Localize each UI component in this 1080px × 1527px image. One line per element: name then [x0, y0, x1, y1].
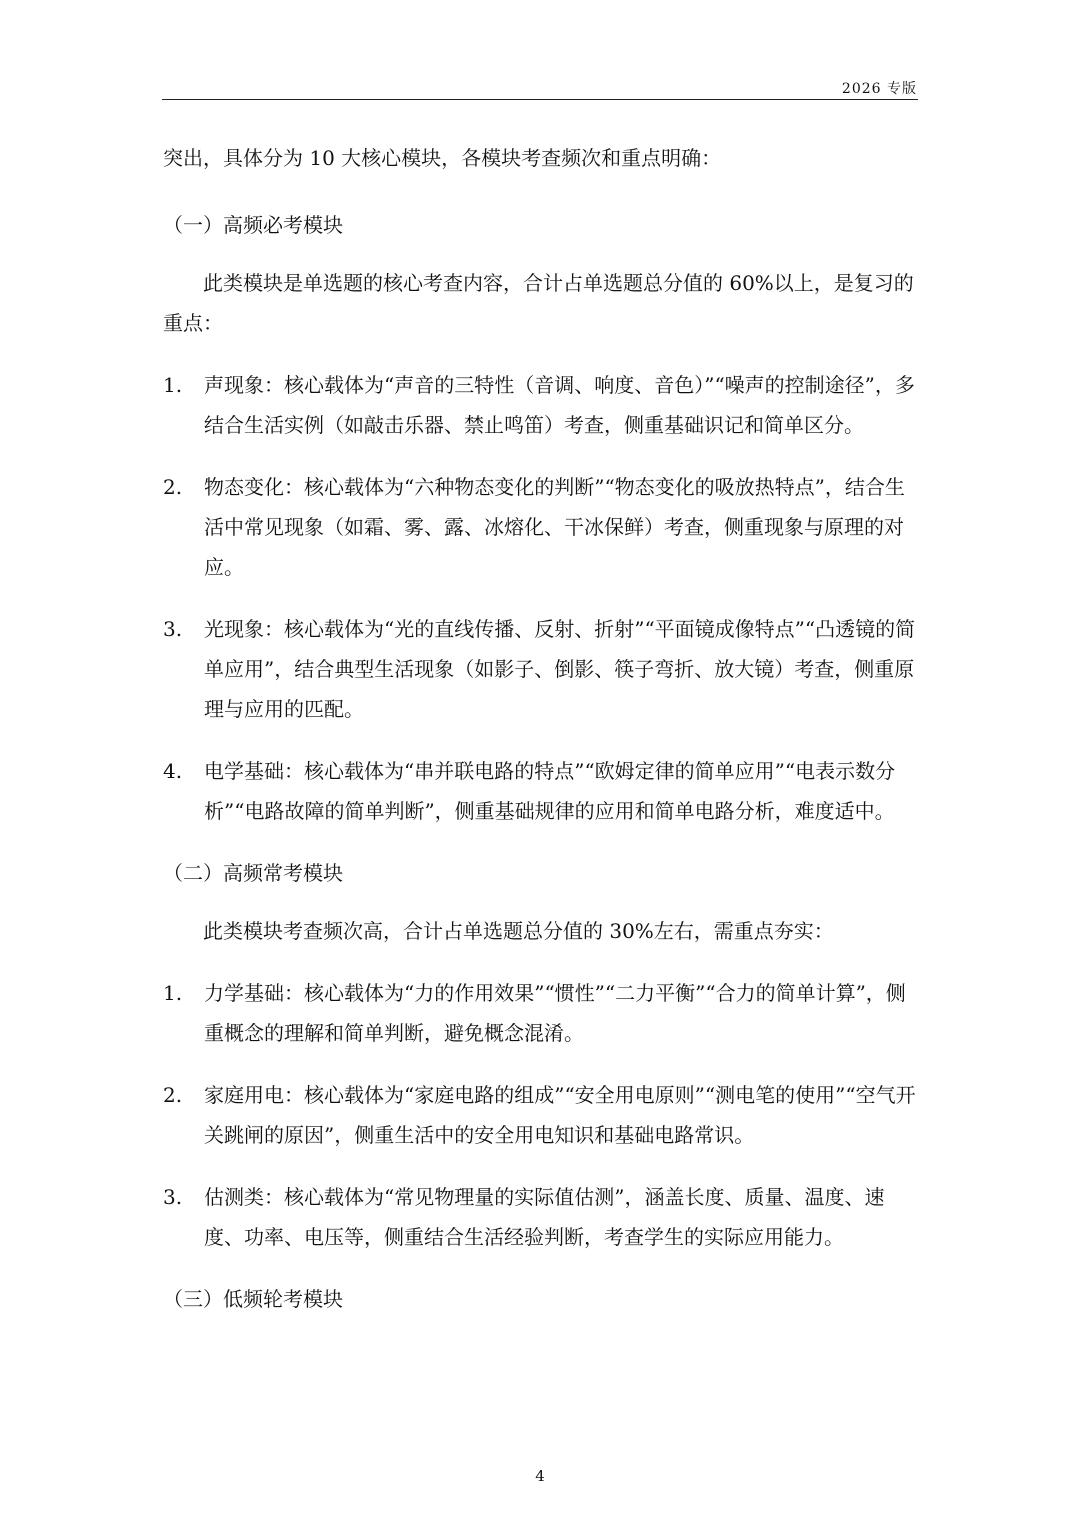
list-item: [163, 609, 919, 729]
list-number: 3.: [163, 1185, 183, 1209]
header-rule: [162, 99, 918, 100]
list-number: 1.: [163, 981, 183, 1005]
list-item: [163, 1075, 919, 1155]
section-description: 此类模块是单选题的核心考查内容，合计占单选题总分值的 60%以上，是复习的重点：: [163, 271, 914, 335]
section-heading: （三）低频轮考模块: [163, 1287, 343, 1311]
list-text: 力学基础：核心载体为“力的作用效果”“惯性”“二力平衡”“合力的简单计算”，侧重概念的理解和简单判断，避免概念混淆。: [204, 981, 906, 1045]
list-number: 3.: [163, 617, 183, 641]
list-text: 声现象：核心载体为“声音的三特性（音调、响度、音色）”“噪声的控制途径”，多结合生活实例（如敲击乐器、禁止鸣笛）考查，侧重基础识记和简单区分。: [204, 373, 915, 437]
list-item: [163, 1177, 919, 1257]
list-text: 电学基础：核心载体为“串并联电路的特点”“欧姆定律的简单应用”“电表示数分析”“电路故障的简单判断”，侧重基础规律的应用和简单电路分析，难度适中。: [204, 759, 896, 823]
list-text: 家庭用电：核心载体为“家庭电路的组成”“安全用电原则”“测电笔的使用”“空气开关跳闸的原因”，侧重生活中的安全用电知识和基础电路常识。: [204, 1083, 916, 1147]
list-item: [163, 365, 919, 445]
section-heading: （一）高频必考模块: [163, 213, 343, 237]
list-text: 光现象：核心载体为“光的直线传播、反射、折射”“平面镜成像特点”“凸透镜的简单应用”，结合典型生活现象（如影子、倒影、筷子弯折、放大镜）考查，侧重原理与应用的匹配。: [204, 617, 916, 721]
section-low-frequency-rotating: [163, 1279, 919, 1319]
list-number: 1.: [163, 373, 183, 397]
document-body: [163, 138, 919, 1337]
list-number: 2.: [163, 475, 183, 499]
section-high-frequency-required: [163, 205, 919, 831]
list-number: 2.: [163, 1083, 183, 1107]
intro-paragraph: 突出，具体分为 10 大核心模块，各模块考查频次和重点明确：: [163, 146, 722, 170]
section-high-frequency-common: [163, 853, 919, 1257]
list-item: [163, 973, 919, 1053]
page-number: 4: [535, 1467, 545, 1485]
header-version: 2026 专版: [841, 81, 917, 97]
section-description: 此类模块考查频次高，合计占单选题总分值的 30%左右，需重点夯实：: [203, 919, 834, 943]
list-text: 物态变化：核心载体为“六种物态变化的判断”“物态变化的吸放热特点”，结合生活中常见现象（如霜、雾、露、冰熔化、干冰保鲜）考查，侧重现象与原理的对应。: [204, 475, 905, 579]
list-item: [163, 751, 919, 831]
section-heading: （二）高频常考模块: [163, 861, 343, 885]
list-text: 估测类：核心载体为“常见物理量的实际值估测”，涵盖长度、质量、温度、速度、功率、电压等，侧重结合生活经验判断，考查学生的实际应用能力。: [204, 1185, 885, 1249]
list-number: 4.: [163, 759, 183, 783]
list-item: [163, 467, 919, 587]
